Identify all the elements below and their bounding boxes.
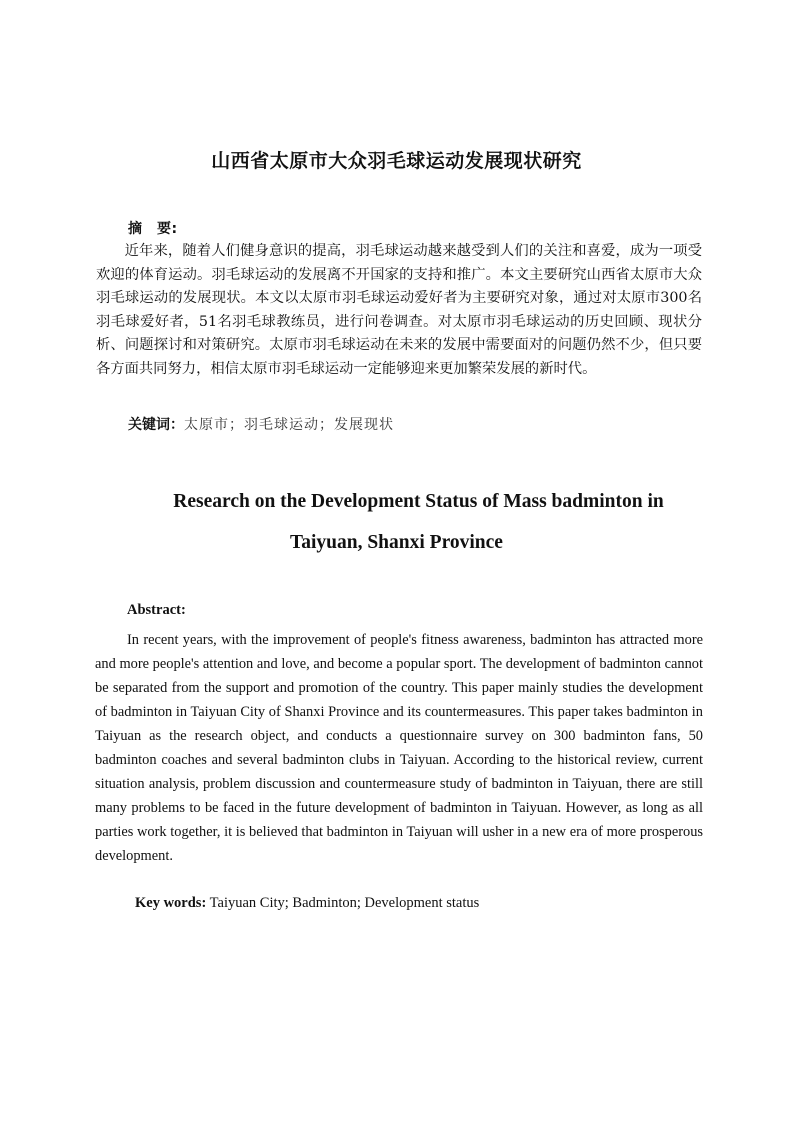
- english-abstract-text: In recent years, with the improvement of people's fitness awareness, badminton has attracted more and more people's attention and love, and become a popular sport. The development of badminton cannot be separated from the support and promotion of the country. This paper mainly studies the development of badminton in Taiyuan City of Shanxi Province and its countermeasures. This paper takes badminton in Taiyuan as the research object, and conducts a questionnaire survey on 300 badminton fans, 50 badminton coaches and several badminton clubs in Taiyuan. According to the historical review, current situation analysis, problem discussion and countermeasure study of badminton in Taiyuan, there are still many problems to be faced in the future development of badminton in Taiyuan. However, as long as all parties work together, it is believed that badminton in Taiyuan will usher in a new era of more prosperous development.: [95, 632, 703, 864]
- english-keywords: [135, 895, 479, 912]
- english-abstract-body: [95, 628, 703, 868]
- chinese-keywords: [128, 414, 394, 434]
- chinese-abstract-text: 近年来，随着人们健身意识的提高，羽毛球运动越来越受到人们的关注和喜爱，成为一项受欢迎的体育运动。羽毛球运动的发展离不开国家的支持和推广。本文主要研究山西省太原市大众羽毛球运动的发展现状。本文以太原市羽毛球运动爱好者为主要研究对象，通过对太原市300名羽毛球爱好者，51名羽毛球教练员，进行问卷调查。对太原市羽毛球运动的历史回顾、现状分析、问题探讨和对策研究。太原市羽毛球运动在未来的发展中需要面对的问题仍然不少，但只要各方面共同努力，相信太原市羽毛球运动一定能够迎来更加繁荣发展的新时代。: [96, 243, 702, 377]
- english-title-line-1: Research on the Development Status of Mass badminton in: [173, 491, 664, 512]
- english-abstract-label: Abstract:: [127, 602, 186, 618]
- chinese-keywords-text: 太原市；羽毛球运动；发展现状: [184, 417, 394, 433]
- english-title-line-2: Taiyuan, Shanxi Province: [290, 532, 503, 553]
- chinese-abstract-body: [96, 240, 702, 381]
- english-keywords-label: Key words:: [135, 895, 207, 911]
- chinese-title: 山西省太原市大众羽毛球运动发展现状研究: [211, 150, 582, 172]
- chinese-keywords-label: 关键词：: [128, 417, 184, 433]
- english-keywords-text: Taiyuan City; Badminton; Development status: [209, 895, 480, 911]
- chinese-abstract-label: 摘 要:: [128, 221, 178, 237]
